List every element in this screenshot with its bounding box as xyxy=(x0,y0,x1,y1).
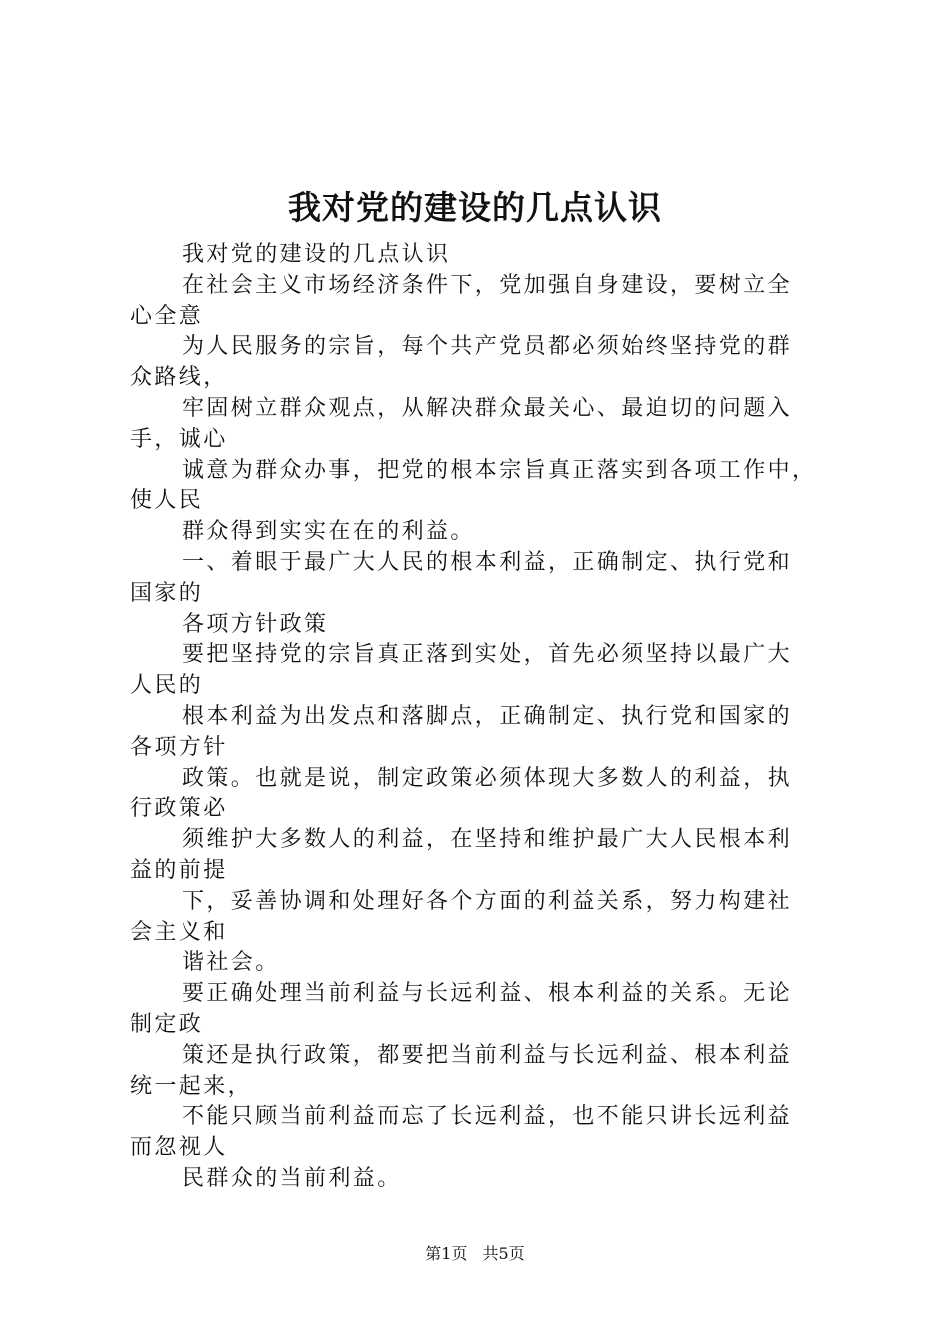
paragraph-line: 民群众的当前利益。 xyxy=(182,1165,402,1191)
paragraph-line: 在社会主义市场经济条件下，党加强自身建设，要树立全 xyxy=(182,272,793,298)
paragraph-line: 下，妥善协调和处理好各个方面的利益关系，努力构建社 xyxy=(182,888,793,914)
paragraph-line: 各项方针政策 xyxy=(182,611,329,637)
paragraph-line: 要把坚持党的宗旨真正落到实处，首先必须坚持以最广大 xyxy=(182,642,793,668)
paragraph-line: 为人民服务的宗旨，每个共产党员都必须始终坚持党的群 xyxy=(182,334,793,360)
body-paragraph xyxy=(130,825,842,887)
paragraph-continuation-line: 益的前提 xyxy=(130,857,228,883)
paragraph-line: 不能只顾当前利益而忘了长远利益，也不能只讲长远利益 xyxy=(182,1104,793,1130)
paragraph-continuation-line: 会主义和 xyxy=(130,919,228,945)
paragraph-continuation-line: 众路线， xyxy=(130,365,228,391)
paragraph-line: 诚意为群众办事，把党的根本宗旨真正落实到各项工作中， xyxy=(182,457,817,483)
paragraph-continuation-line: 各项方针 xyxy=(130,734,228,760)
page-footer xyxy=(0,1243,950,1265)
body-paragraph xyxy=(130,887,842,949)
body-paragraph xyxy=(130,240,842,271)
paragraph-line: 政策。也就是说，制定政策必须体现大多数人的利益，执 xyxy=(182,765,793,791)
body-paragraph xyxy=(130,1041,842,1103)
paragraph-continuation-line: 心全意 xyxy=(130,303,204,329)
paragraph-continuation-line: 人民的 xyxy=(130,673,204,699)
body-paragraph xyxy=(130,610,842,641)
body-paragraph xyxy=(130,332,842,394)
paragraph-line: 策还是执行政策，都要把当前利益与长远利益、根本利益 xyxy=(182,1042,793,1068)
paragraph-line: 群众得到实实在在的利益。 xyxy=(182,519,475,545)
body-paragraph xyxy=(130,979,842,1041)
body-paragraph xyxy=(130,548,842,610)
body-paragraph xyxy=(130,1164,842,1195)
paragraph-line: 要正确处理当前利益与长远利益、根本利益的关系。无论 xyxy=(182,981,793,1007)
paragraph-line: 一、着眼于最广大人民的根本利益，正确制定、执行党和 xyxy=(182,549,793,575)
paragraph-line: 谐社会。 xyxy=(182,950,280,976)
paragraph-continuation-line: 而忽视人 xyxy=(130,1135,228,1161)
body-paragraph xyxy=(130,640,842,702)
paragraph-continuation-line: 手，诚心 xyxy=(130,426,228,452)
paragraph-continuation-line: 行政策必 xyxy=(130,796,228,822)
paragraph-line: 我对党的建设的几点认识 xyxy=(182,242,451,267)
page-total: 共5页 xyxy=(482,1244,525,1263)
paragraph-line: 须维护大多数人的利益，在坚持和维护最广大人民根本利 xyxy=(182,827,793,853)
paragraph-continuation-line: 国家的 xyxy=(130,580,204,606)
document-title: 我对党的建设的几点认识 xyxy=(288,188,662,227)
body-paragraph xyxy=(130,764,842,826)
paragraph-continuation-line: 统一起来， xyxy=(130,1073,253,1099)
paragraph-line: 根本利益为出发点和落脚点，正确制定、执行党和国家的 xyxy=(182,703,793,729)
paragraph-line: 牢固树立群众观点，从解决群众最关心、最迫切的问题入 xyxy=(182,395,793,421)
paragraph-continuation-line: 使人民 xyxy=(130,488,204,514)
body-paragraph xyxy=(130,271,842,333)
body-paragraph xyxy=(130,948,842,979)
page-number: 第1页 xyxy=(425,1244,468,1263)
paragraph-continuation-line: 制定政 xyxy=(130,1011,204,1037)
body-paragraph xyxy=(130,394,842,456)
body-paragraph xyxy=(130,456,842,518)
document-body xyxy=(130,240,842,1195)
body-paragraph xyxy=(130,517,842,548)
body-paragraph xyxy=(130,702,842,764)
body-paragraph xyxy=(130,1102,842,1164)
